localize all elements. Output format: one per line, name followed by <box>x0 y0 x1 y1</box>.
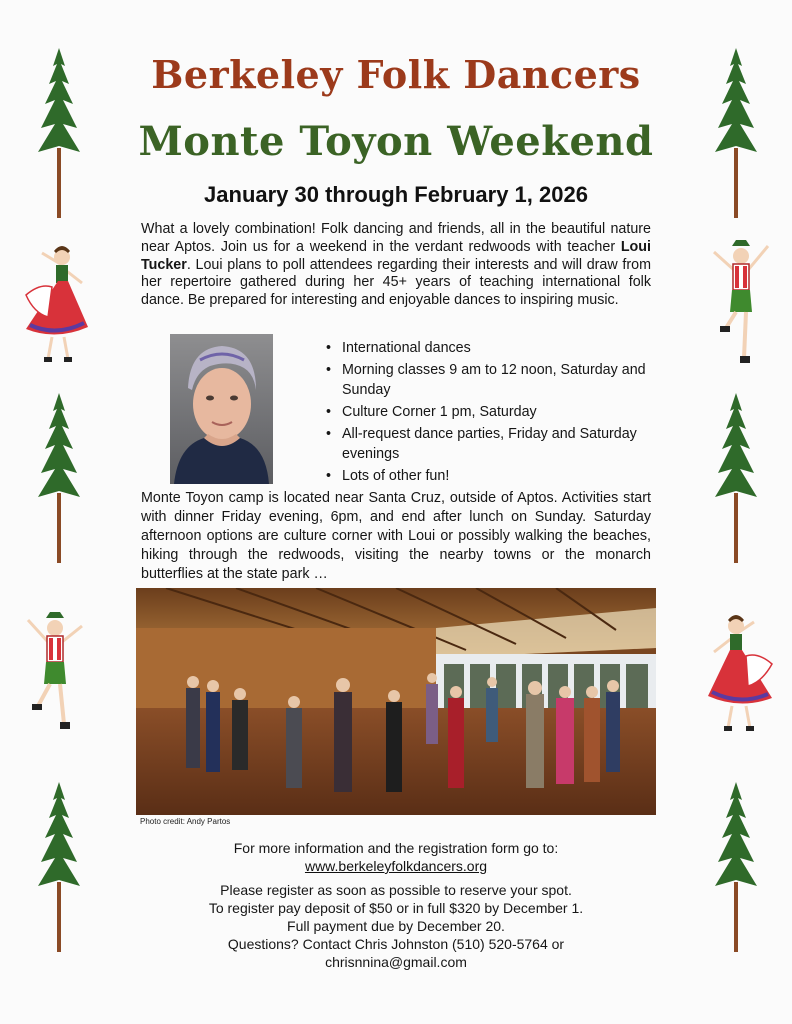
folk-dancer-woman-icon <box>702 612 778 736</box>
info-line: For more information and the registration form go to: <box>233 840 559 856</box>
register-line: Please register as soon as possible to reserve your spot. <box>220 882 572 898</box>
website-link[interactable]: www.berkeleyfolkdancers.org <box>304 858 488 874</box>
photo-credit: Photo credit: Andy Partos <box>140 817 231 826</box>
teacher-name: Loui Tucker <box>141 238 651 273</box>
event-title: Monte Toyon Weekend <box>138 118 654 165</box>
redwood-tree-icon <box>712 782 760 954</box>
registration-info <box>170 839 622 971</box>
redwood-tree-icon <box>35 393 83 565</box>
folk-dancer-man-icon <box>22 612 88 742</box>
list-item: • Morning classes 9 am to 12 noon, Saturday and Sunday <box>322 360 657 400</box>
list-item: • Lots of other fun! <box>322 466 657 486</box>
dance-hall-photo <box>136 588 656 815</box>
list-item: • International dances <box>322 338 657 358</box>
contact-email[interactable]: chrisnnina@gmail.com <box>325 954 467 970</box>
folk-dancer-woman-icon <box>18 243 94 367</box>
teacher-portrait <box>170 334 273 484</box>
folk-dancer-man-icon <box>708 240 774 370</box>
org-title: Berkeley Folk Dancers <box>151 52 641 97</box>
intro-paragraph <box>141 221 651 310</box>
list-item: • Culture Corner 1 pm, Saturday <box>322 402 657 422</box>
event-dates: January 30 through February 1, 2026 <box>204 182 588 207</box>
location-paragraph: Monte Toyon camp is located near Santa Cruz, outside of Aptos. Activities start with dinner Friday evening, 6pm, and end after lunch on Sunday. Saturday afternoon options are culture corner with Loui or possibly walking the beaches, hiking through the redwoods, visiting the nearby towns or the monarch butterflies at the state park … <box>141 490 651 582</box>
intro-text-after: . Loui plans to poll attendees regarding their interests and will draw from her repertoire gathered during her 45+ years of teaching international folk dance. Be prepared for interesting and enjoyable dances to inspiring music. <box>141 256 651 309</box>
payment-line: Full payment due by December 20. <box>287 918 505 934</box>
contact-line: Questions? Contact Chris Johnston (510) 520-5764 or <box>227 936 565 952</box>
redwood-tree-icon <box>712 393 760 565</box>
intro-text-before: What a lovely combination! Folk dancing and friends, all in the beautiful nature near Aptos. Join us for a weekend in the verdant redwoods with teacher <box>141 221 651 255</box>
list-item: • All-request dance parties, Friday and Saturday evenings <box>322 424 657 464</box>
feature-list <box>322 338 657 488</box>
redwood-tree-icon <box>35 782 83 954</box>
deposit-line: To register pay deposit of $50 or in full $320 by December 1. <box>208 900 584 916</box>
